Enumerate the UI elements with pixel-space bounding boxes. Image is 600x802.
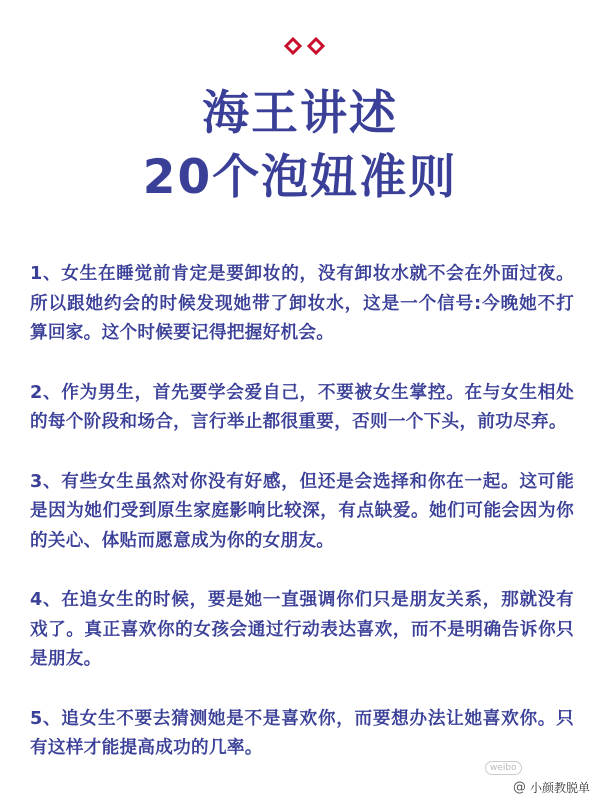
title-line-1: 海王讲述 xyxy=(202,86,398,141)
article-body xyxy=(30,260,574,794)
author-handle: 小颜教脱单 xyxy=(529,781,590,795)
rule-paragraph-1: 1、女生在睡觉前肯定是要卸妆的，没有卸妆水就不会在外面过夜。所以跟她约会的时候发现她带了卸妆水，这是一个信号:今晚她不打算回家。这个时候要记得把握好机会。 xyxy=(30,264,574,343)
weibo-watermark-icon: weibo xyxy=(485,761,522,775)
double-diamond-icon xyxy=(283,34,329,58)
at-icon: @ xyxy=(512,780,526,795)
rule-paragraph-4: 4、在追女生的时候，要是她一直强调你们只是朋友关系，那就没有戏了。真正喜欢你的女孩会通过行动表达喜欢，而不是明确告诉你只是朋友。 xyxy=(30,590,574,669)
author-watermark xyxy=(513,779,590,796)
page-title xyxy=(0,82,600,210)
rule-paragraph-3: 3、有些女生虽然对你没有好感，但还是会选择和你在一起。这可能是因为她们受到原生家庭影响比较深，有点缺爱。她们可能会因为你的关心、体贴而愿意成为你的女朋友。 xyxy=(30,471,574,551)
rule-paragraph-2: 2、作为男生，首先要学会爱自己，不要被女生掌控。在与女生相处的每个阶段和场合，言行举止都很重要，否则一个下头，前功尽弃。 xyxy=(30,382,574,432)
title-line-2: 20个泡妞准则 xyxy=(142,150,458,205)
rule-paragraph-5: 5、追女生不要去猜测她是不是喜欢你，而要想办法让她喜欢你。只有这样才能提高成功的几率。 xyxy=(30,708,574,758)
